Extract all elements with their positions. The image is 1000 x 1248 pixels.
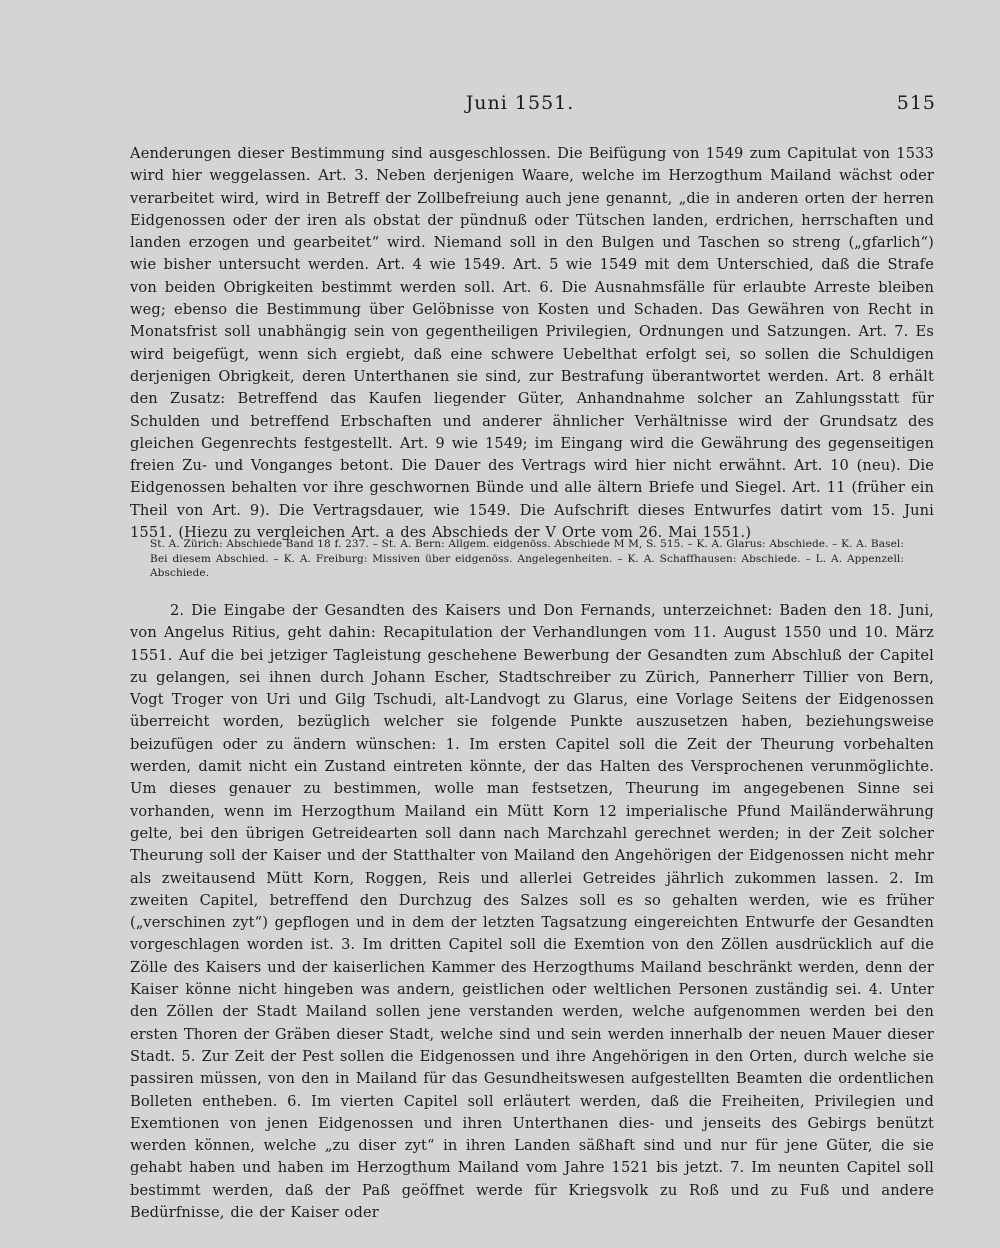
paragraph-block-1 (130, 143, 934, 544)
paragraph-block-2 (130, 600, 934, 1224)
page-number: 515 (896, 92, 936, 114)
running-header-title: Juni 1551. (465, 92, 575, 114)
body-paragraph-1: Aenderungen dieser Bestimmung sind ausgeschlossen. Die Beifügung von 1549 zum Capitulat von 1533 wird hier weggelassen. Art. 3. Neben derjenigen Waare, welche im Herzogthum Mailand wächst oder verarbeitet wird, wird in Betreff der Zollbefreiung auch jene genannt, „die in anderen orten der herren Eidgenossen oder der iren als obstat der pündnuß oder Tütschen landen, erdrichen, herrschaften und landen erzogen und gearbeitet“ wird. Niemand soll in den Bulgen und Taschen so streng („gfarlich“) wie bisher untersucht werden. Art. 4 wie 1549. Art. 5 wie 1549 mit dem Unterschied, daß die Strafe von beiden Obrigkeiten bestimmt werden soll. Art. 6. Die Ausnahmsfälle für erlaubte Arreste bleiben weg; ebenso die Bestimmung über Gelöbnisse von Kosten und Schaden. Das Gewähren von Recht in Monatsfrist soll unabhängig sein von gegentheiligen Privilegien, Ordnungen und Satzungen. Art. 7. Es wird beigefügt, wenn sich ergiebt, daß eine schwere Uebelthat erfolgt sei, so sollen die Schuldigen derjenigen Obrigkeit, deren Unterthanen sie sind, zur Bestrafung überantwortet werden. Art. 8 erhält den Zusatz: Betreffend das Kaufen liegender Güter, Anhandnahme solcher an Zahlungsstatt für Schulden und betreffend Erbschaften und anderer ähnlicher Verhältnisse wird der Grundsatz des gleichen Gegenrechts festgestellt. Art. 9 wie 1549; im Eingang wird die Gewährung des gegenseitigen freien Zu- und Vonganges betont. Die Dauer des Vertrags wird hier nicht erwähnt. Art. 10 (neu). Die Eidgenossen behalten vor ihre geschwornen Bünde und alle ältern Briefe und Siegel. Art. 11 (früher ein Theil von Art. 9). Die Vertragsdauer, wie 1549. Die Aufschrift dieses Entwurfes datirt vom 15. Juni 1551. (Hiezu zu vergleichen Art. a des Abschieds der V Orte vom 26. Mai 1551.) (130, 145, 934, 542)
body-paragraph-2: 2. Die Eingabe der Gesandten des Kaisers und Don Fernands, unterzeichnet: Baden den 18. Juni, von Angelus Ritius, geht dahin: Recapitulation der Verhandlungen vom 11. August 1550 und 10. März 1551. Auf die bei jetziger Tagleistung geschehene Bewerbung der Gesandten zum Abschluß der Capitel zu gelangen, sei ihnen durch Johann Escher, Stadtschreiber zu Zürich, Pannerherr Tillier von Bern, Vogt Troger von Uri und Gilg Tschudi, alt-Landvogt zu Glarus, eine Vorlage Seitens der Eidgenossen überreicht worden, bezüglich welcher sie folgende Punkte auszusetzen haben, beziehungsweise beizufügen oder zu ändern wünschen: 1. Im ersten Capitel soll die Zeit der Theurung vorbehalten werden, damit nicht ein Zustand eintreten könnte, der das Halten des Versprochenen verunmöglichte. Um dieses genauer zu bestimmen, wolle man festsetzen, Theurung im angegebenen Sinne sei vorhanden, wenn im Herzogthum Mailand ein Mütt Korn 12 imperialische Pfund Mailänderwährung gelte, bei den übrigen Getreidearten soll dann nach Marchzahl gerechnet werden; in der Zeit solcher Theurung soll der Kaiser und der Statthalter von Mailand den Angehörigen der Eidgenossen nicht mehr als zweitausend Mütt Korn, Roggen, Reis und allerlei Getreides jährlich zukommen lassen. 2. Im zweiten Capitel, betreffend den Durchzug des Salzes soll es so gehalten werden, wie es früher („verschinen zyt“) gepflogen und in dem der letzten Tagsatzung eingereichten Entwurfe der Gesandten vorgeschlagen worden ist. 3. Im dritten Capitel soll die Exemtion von den Zöllen ausdrücklich auf die Zölle des Kaisers und der kaiserlichen Kammer des Herzogthums Mailand beschränkt werden, denn der Kaiser könne nicht hingeben was andern, geistlichen oder weltlichen Personen zuständig sei. 4. Unter den Zöllen der Stadt Mailand sollen jene verstanden werden, welche aufgenommen werden bei den ersten Thoren der Gräben dieser Stadt, welche sind und sein werden innerhalb der neuen Mauer dieser Stadt. 5. Zur Zeit der Pest sollen die Eidgenossen und ihre Angehörigen in den Orten, durch welche sie passiren müssen, von den in Mailand für das Gesundheitswesen aufgestellten Beamten die ordentlichen Bolleten entheben. 6. Im vierten Capitel soll erläutert werden, daß die Freiheiten, Privilegien und Exemtionen von jenen Eidgenossen und ihren Unterthanen dies- und jenseits des Gebirgs benützt werden können, welche „zu diser zyt“ in ihren Landen säßhaft sind und nur für jene Güter, die sie gehabt haben und haben im Herzogthum Mailand vom Jahre 1521 bis jetzt. 7. Im neunten Capitel soll bestimmt werden, daß der Paß geöffnet werde für Kriegsvolk zu Roß und zu Fuß und andere Bedürfnisse, die der Kaiser oder (130, 602, 934, 1222)
source-note-block (130, 537, 934, 581)
source-note: St. A. Zürich: Abschiede Band 18 f. 237. – St. A. Bern: Allgem. eidgenöss. Abschiede M M, S. 515. – K. A. Glarus: Abschiede. – K. A. Basel: Bei diesem Abschied. – K. A. Freiburg: Missiven über eidgenöss. Angelegenheiten. – K. A. Schaffhausen: Abschiede. – L. A. Appenzell: Abschiede. (150, 538, 904, 579)
